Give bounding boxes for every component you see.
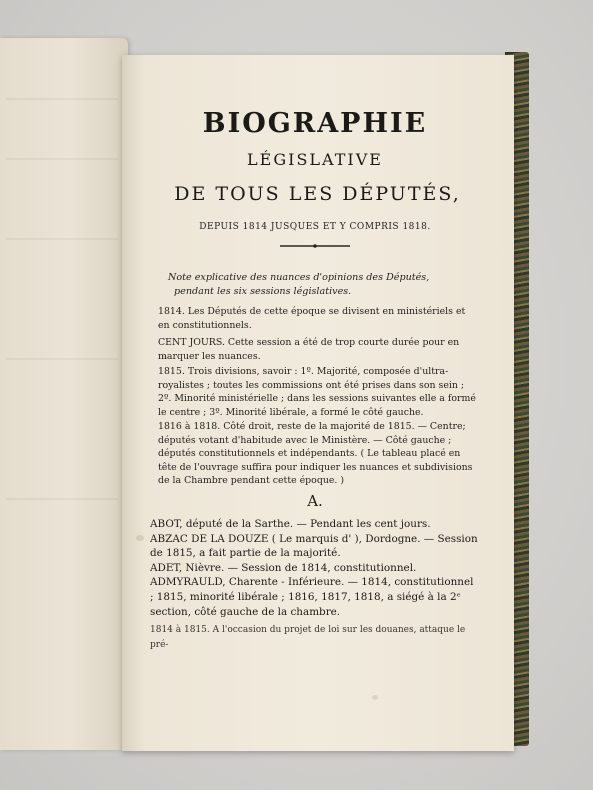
entry-abzac: ABZAC DE LA DOUZE ( Le marquis d' ), Dordogne. — Session de 1815, a fait partie de la majorité.	[150, 532, 478, 560]
foxing-spot	[136, 535, 144, 541]
show-through-line	[6, 98, 118, 100]
entry-admyrauld: ADMYRAULD, Charente - Inférieure. — 1814, constitutionnel ; 1815, minorité libérale ; 1816, 1817, 1818, a siégé à la 2ᵉ section, côté gauche de la chambre.	[150, 576, 474, 618]
show-through-line	[6, 158, 118, 160]
left-page	[0, 38, 128, 750]
book-subtitle-1: LÉGISLATIVE	[247, 150, 383, 169]
entry-abot: ABOT, député de la Sarthe. — Pendant les cent jours.	[150, 518, 431, 530]
note-paragraph-cent-jours: CENT JOURS. Cette session a été de trop courte durée pour en marquer les nuances.	[158, 337, 460, 362]
title-page	[122, 55, 514, 751]
entry-continuation: 1814 à 1815. A l'occasion du projet de loi sur les douanes, attaque le pré-	[150, 625, 466, 650]
show-through-line	[6, 358, 118, 360]
deputy-entries	[150, 517, 480, 652]
show-through-line	[6, 498, 118, 500]
note-paragraph-1814: 1814. Les Députés de cette époque se divisent en ministériels et en constitutionnels.	[158, 306, 466, 331]
note-heading	[158, 271, 478, 298]
book-subtitle-2: DE TOUS LES DÉPUTÉS,	[174, 183, 461, 205]
book-dates: DEPUIS 1814 JUSQUES ET Y COMPRIS 1818.	[199, 222, 431, 232]
section-letter: A.	[307, 492, 323, 510]
note-heading-line1: Note explicative des nuances d'opinions des Députés,	[168, 272, 430, 283]
show-through-line	[6, 238, 118, 240]
note-paragraph-1815: 1815. Trois divisions, savoir : 1º. Majorité, composée d'ultra-royalistes ; toutes les commissions ont été prises dans son sein ; 2º. Minorité ministérielle ; dans les sessions suivantes elle a formé le centre ; 3º. Minorité libérale, a formé le côté gauche.	[158, 366, 476, 418]
entry-adet: ADET, Nièvre. — Session de 1814, constitutionnel.	[150, 561, 417, 574]
foxing-spot	[372, 695, 378, 700]
note-heading-line2: pendant les six sessions législatives.	[174, 285, 352, 297]
note-paragraph-1816: 1816 à 1818. Côté droit, reste de la majorité de 1815. — Centre; députés votant d'habitude avec le Ministère. — Côté gauche ; députés constitutionnels et indépendants. ( Le tableau placé en tête de l'ouvrage suffira pour indiquer les nuances et subdivisions de la Chambre pendant cette époque. )	[158, 421, 473, 486]
ornament-rule	[280, 244, 350, 248]
book-title: BIOGRAPHIE	[202, 108, 428, 139]
